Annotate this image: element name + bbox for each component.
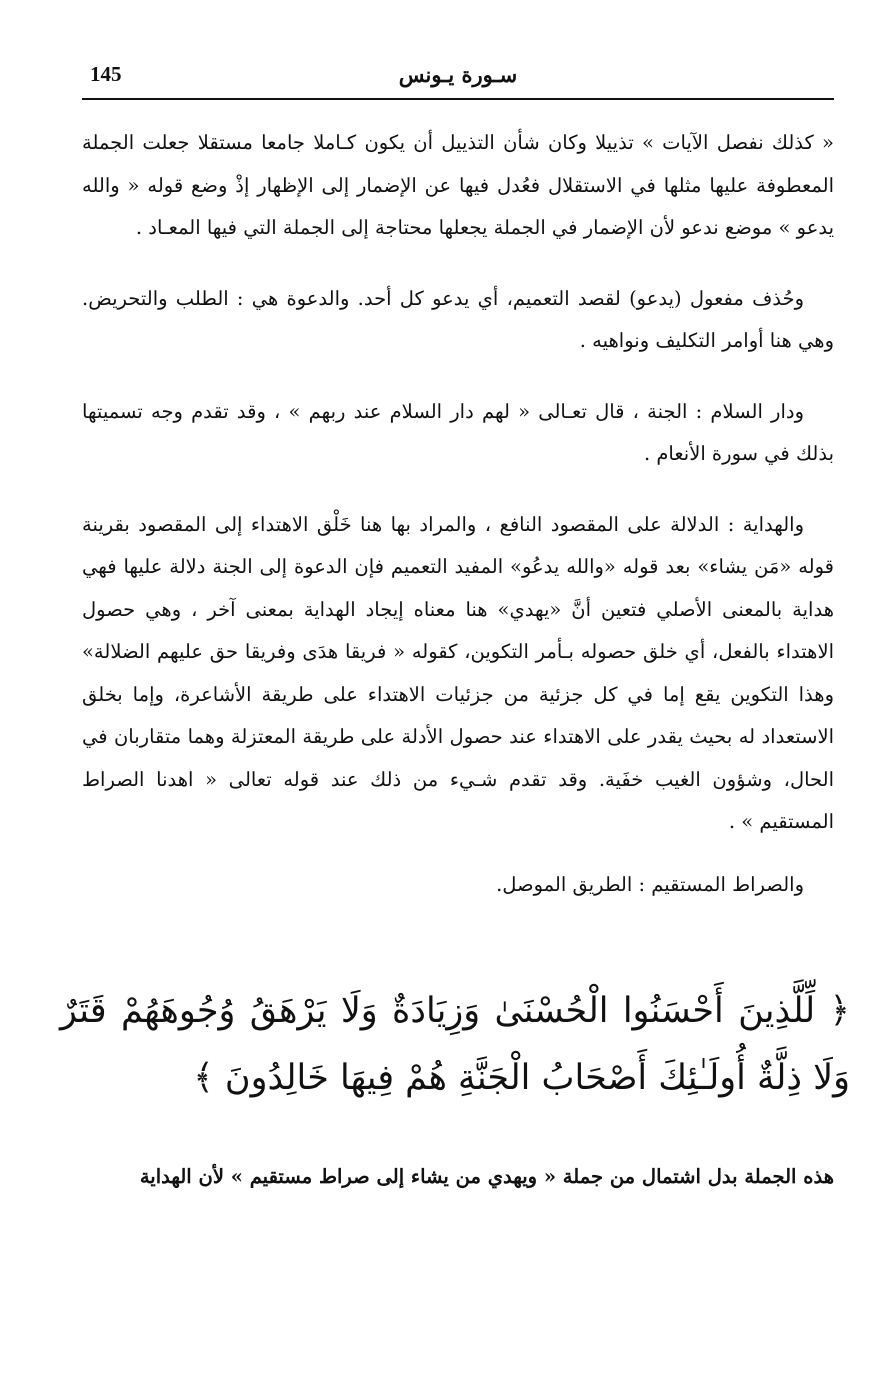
commentary-body <box>82 122 834 906</box>
paragraph-final: هذه الجملة بدل اشتمال من جملة « ويهدي من يشاء إلى صراط مستقيم » لأن الهداية <box>139 1165 834 1188</box>
paragraph-dar-assalam: ودار السلام : الجنة ، قال تعـالى « لهم دار السلام عند ربهم » ، وقد تقدم وجه تسميتها بذلك في سورة الأنعام . <box>82 399 834 465</box>
page-number: 145 <box>90 62 122 86</box>
paragraph-tadhyil: « كذلك نفصل الآيات » تذييلا وكان شأن التذييل أن يكون كـاملا جامعا مستقلا جعلت الجملة المعطوفة عليها مثلها في الاستقلال فعُدل فيها عن الإضمار إلى الإظهار إذْ وضع قوله « والله يدعو » موضع ندعو لأن الإضمار في الجملة يجعلها محتاجة إلى الجملة التي فيها المعـاد . <box>82 131 834 239</box>
paragraph-maful: وحُذف مفعول (يدعو) لقصد التعميم، أي يدعو كل أحد. والدعوة هي : الطلب والتحريض. وهي هنا أوامر التكليف ونواهيه . <box>82 286 834 352</box>
page-header <box>82 58 834 100</box>
running-title: سـورة يـونس <box>398 62 518 87</box>
paragraph-hidaya: والهداية : الدلالة على المقصود النافع ، والمراد بها هنا خَلْق الاهتداء إلى المقصود بقرينة قوله «مَن يشاء» بعد قوله «والله يدعُو» المفيد التعميم فإن الدعوة إلى الجنة دلالة عليها فهي هداية بالمعنى الأصلي فتعين أنَّ «يهدي» هنا معناه إيجاد الهداية بمعنى آخر ، وهي حصول الاهتداء بالفعل، أي خلق حصوله بـأمر التكوين، كقوله « فريقا هدَى وفريقا حق عليهم الضلالة» وهذا التكوين يقع إما في كل جزئية من جزئيات الاهتداء على طريقة الأشاعرة، وإما بخلق الاستعداد له بحيث يقدر على الاهتداء عند حصول الأدلة على طريقة المعتزلة وهما متقاربان في الحال، وشؤون الغيب خفَية. وقد تقدم شـيء من ذلك عند قوله تعالى « اهدنا الصراط المستقيم » . <box>82 512 834 833</box>
paragraph-sirat: والصراط المستقيم : الطريق الموصل. <box>496 872 804 896</box>
quran-verse: ﴿ لِّلَّذِينَ أَحْسَنُوا الْحُسْنَىٰ وَزِيَادَةٌ وَلَا يَرْهَقُ وُجُوهَهُمْ قَتَرٌ وَلَا ذِلَّةٌ أُولَـٰئِكَ أَصْحَابُ الْجَنَّةِ هُمْ فِيهَا خَالِدُونَ ﴾ <box>60 991 850 1098</box>
